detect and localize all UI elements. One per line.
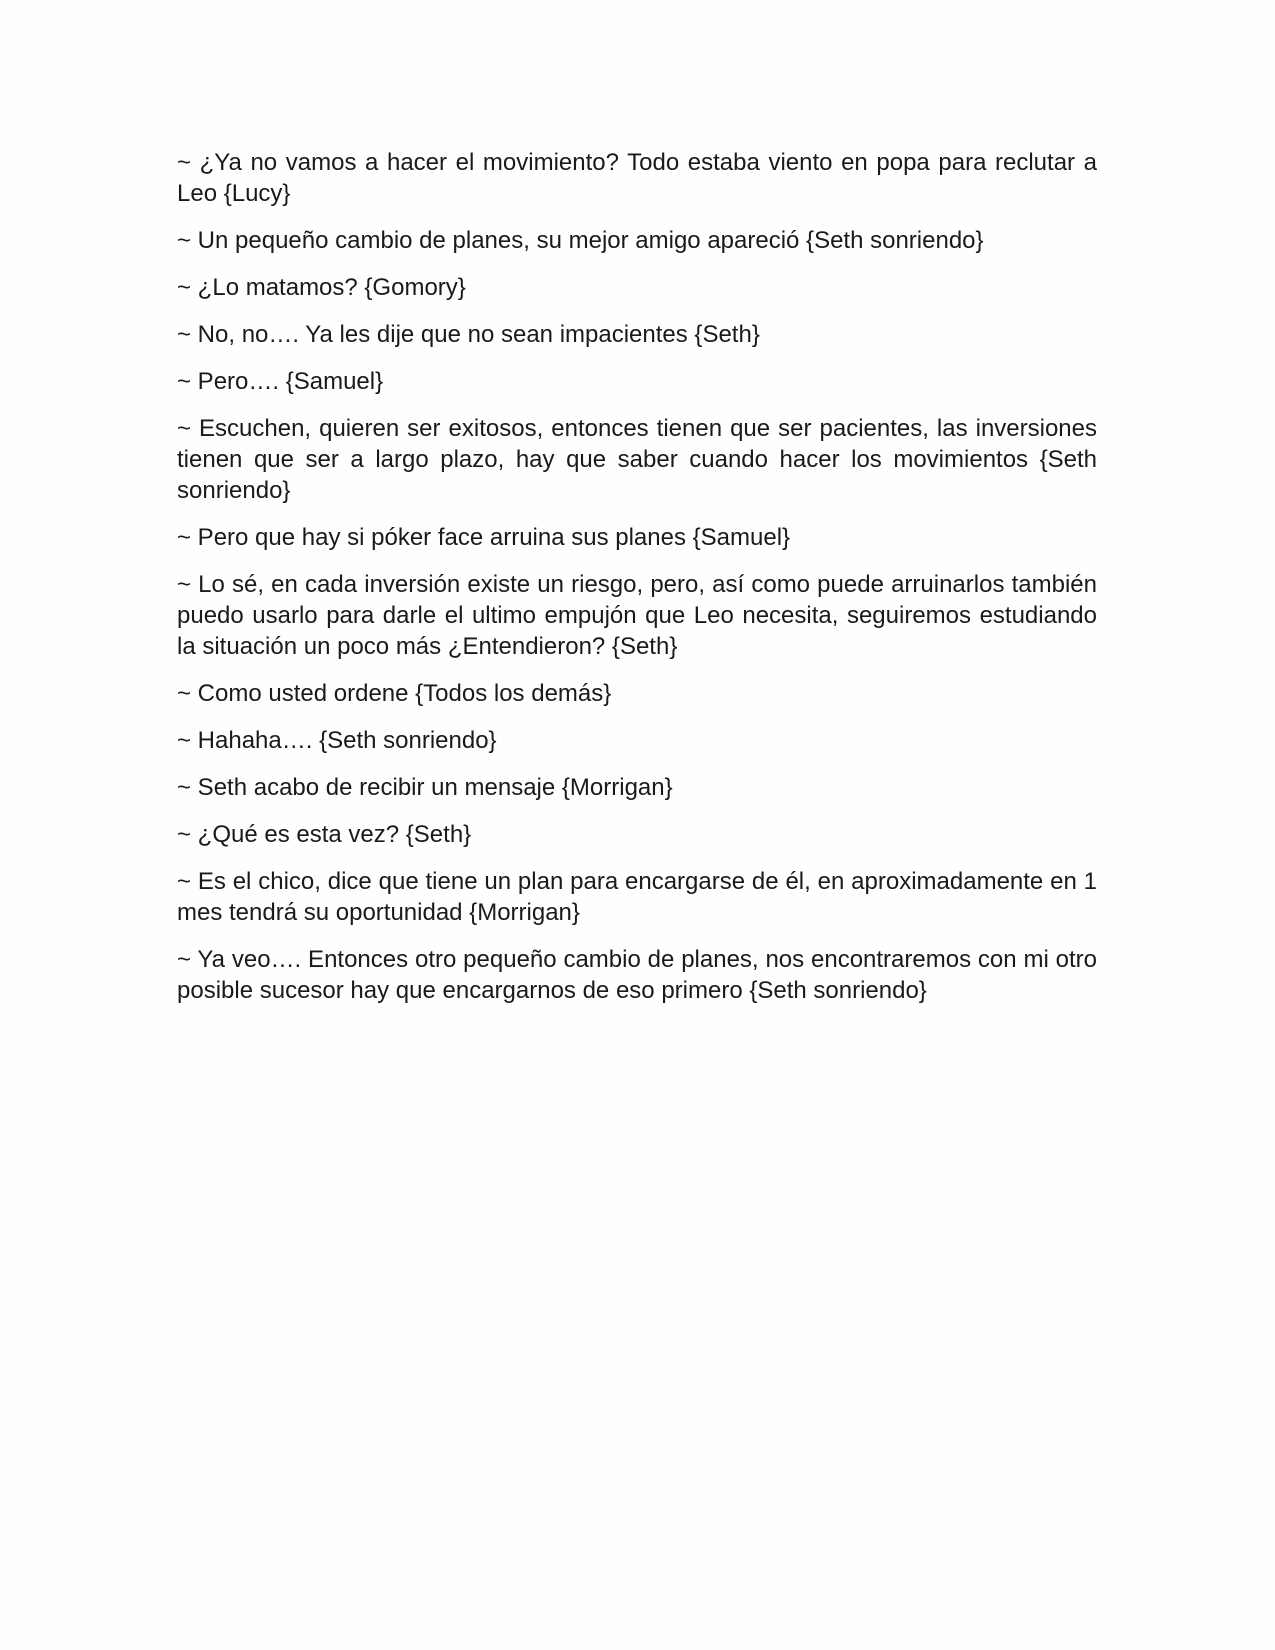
dialogue-line: ~ No, no…. Ya les dije que no sean impacientes {Seth} [177, 321, 760, 348]
dialogue-line: ~ Lo sé, en cada inversión existe un riesgo, pero, así como puede arruinarlos también puedo usarlo para darle el ultimo empujón que Leo necesita, seguiremos estudiando la situación un poco más ¿Entendieron? {Seth} [177, 571, 1097, 660]
dialogue-line: ~ ¿Lo matamos? {Gomory} [177, 274, 466, 301]
dialogue-line: ~ Pero que hay si póker face arruina sus planes {Samuel} [177, 524, 791, 551]
dialogue-line: ~ Escuchen, quieren ser exitosos, entonces tienen que ser pacientes, las inversiones tienen que ser a largo plazo, hay que saber cuando hacer los movimientos {Seth sonriendo} [177, 415, 1097, 504]
dialogue-line: ~ Es el chico, dice que tiene un plan para encargarse de él, en aproximadamente en 1 mes tendrá su oportunidad {Morrigan} [177, 868, 1097, 926]
dialogue-line: ~ ¿Ya no vamos a hacer el movimiento? Todo estaba viento en popa para reclutar a Leo {Lucy} [177, 149, 1097, 207]
dialogue-line: ~ Un pequeño cambio de planes, su mejor amigo apareció {Seth sonriendo} [177, 227, 984, 254]
dialogue-line: ~ Hahaha…. {Seth sonriendo} [177, 727, 497, 754]
dialogue-line: ~ Seth acabo de recibir un mensaje {Morrigan} [177, 774, 673, 801]
dialogue-line: ~ Pero…. {Samuel} [177, 368, 384, 395]
dialogue-line: ~ Como usted ordene {Todos los demás} [177, 680, 612, 707]
dialogue-line: ~ ¿Qué es esta vez? {Seth} [177, 821, 472, 848]
dialogue-line: ~ Ya veo…. Entonces otro pequeño cambio de planes, nos encontraremos con mi otro posible sucesor hay que encargarnos de eso primero {Seth sonriendo} [177, 946, 1097, 1004]
document-body [177, 147, 1097, 1022]
